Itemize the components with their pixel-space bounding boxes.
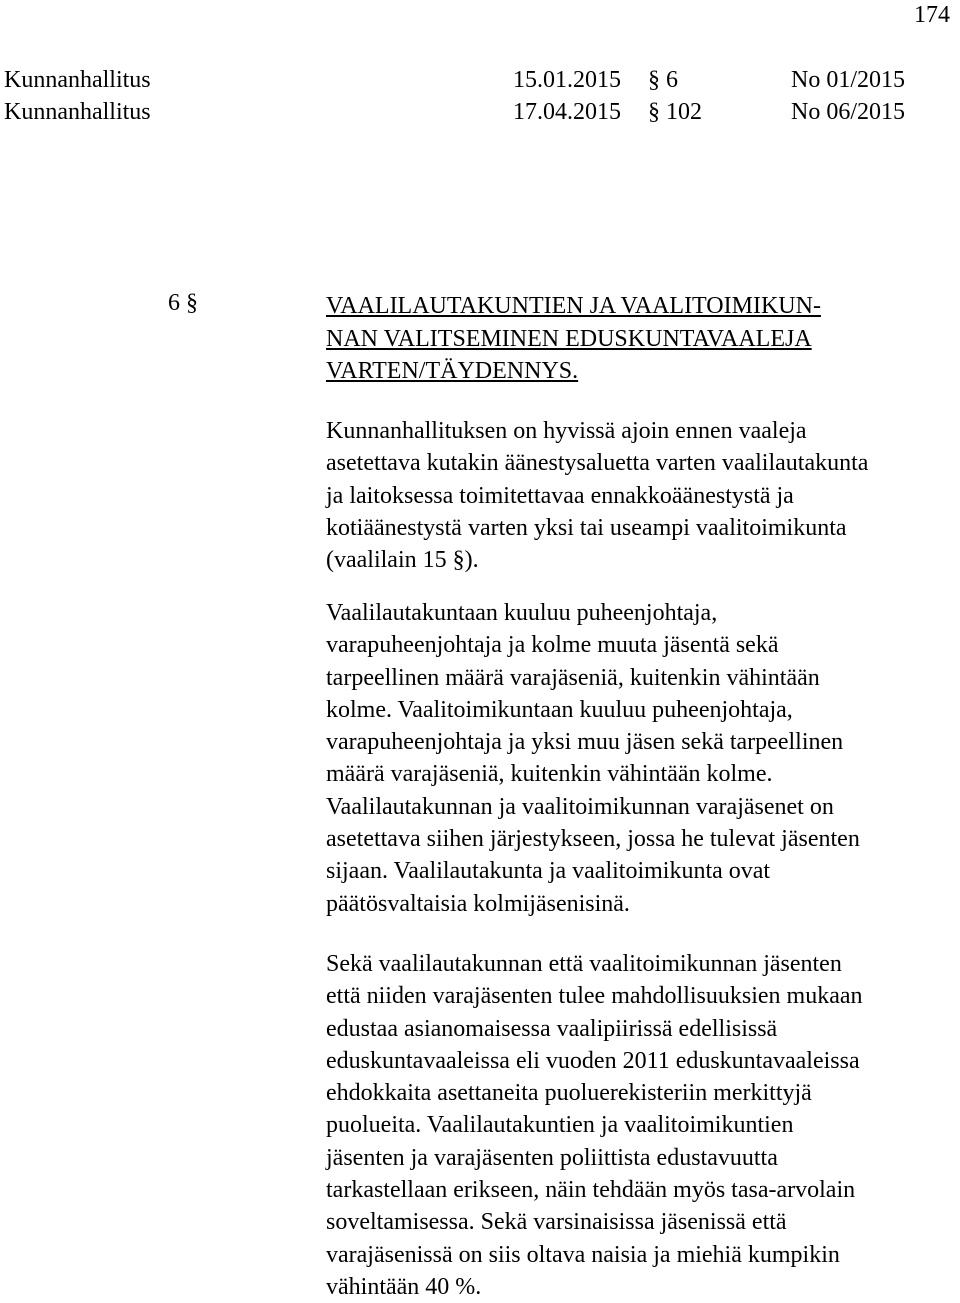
- section-title-line: VAALILAUTAKUNTIEN JA VAALITOIMIKUN-: [326, 293, 821, 319]
- header-body-name: Kunnanhallitus: [4, 99, 151, 125]
- paragraph-line: jäsenten ja varajäsenten poliittista edustavuutta: [326, 1144, 778, 1171]
- paragraph-line: määrä varajäseniä, kuitenkin vähintään kolme.: [326, 761, 773, 788]
- paragraph-line: asetettava kutakin äänestysaluetta varten vaalilautakunta: [326, 450, 869, 477]
- paragraph-line: päätösvaltaisia kolmijäsenisinä.: [326, 890, 630, 917]
- page-number: 174: [914, 2, 950, 28]
- header-paragraph: § 6: [648, 67, 678, 93]
- paragraph-line: tarkastellaan erikseen, näin tehdään myös tasa-arvolain: [326, 1177, 856, 1204]
- paragraph-line: varapuheenjohtaja ja kolme muuta jäsentä sekä: [326, 632, 779, 659]
- paragraph-line: Sekä vaalilautakunnan että vaalitoimikunnan jäsenten: [326, 951, 842, 977]
- paragraph-line: ja laitoksessa toimitettavaa ennakkoäänestystä ja: [326, 482, 794, 509]
- header-minutes-number: No 06/2015: [791, 99, 905, 125]
- header-paragraph: § 102: [648, 99, 702, 125]
- header-row: [4, 67, 944, 97]
- paragraph-line: kolme. Vaalitoimikuntaan kuuluu puheenjohtaja,: [326, 696, 793, 723]
- paragraph-line: kotiäänestystä varten yksi tai useampi vaalitoimikunta: [326, 514, 847, 541]
- paragraph-line: varajäsenissä on siis oltava naisia ja miehiä kumpikin: [326, 1241, 840, 1268]
- paragraph-line: edustaa asianomaisessa vaalipiirissä edellisissä: [326, 1015, 778, 1042]
- paragraph-line: Vaalilautakunnan ja vaalitoimikunnan varajäsenet on: [326, 793, 834, 820]
- section-title: [326, 290, 946, 388]
- paragraph-line: tarpeellinen määrä varajäseniä, kuitenkin vähintään: [326, 664, 820, 691]
- body-paragraph: [326, 948, 951, 1303]
- paragraph-line: varapuheenjohtaja ja yksi muu jäsen sekä tarpeellinen: [326, 729, 844, 756]
- header-minutes-number: No 01/2015: [791, 67, 905, 93]
- paragraph-line: (vaalilain 15 §).: [326, 547, 479, 574]
- section-title-line: VARTEN/TÄYDENNYS.: [326, 358, 579, 384]
- paragraph-line: puolueita. Vaalilautakuntien ja vaalitoimikuntien: [326, 1112, 794, 1139]
- paragraph-line: ehdokkaita asettaneita puoluerekisteriin merkittyjä: [326, 1080, 812, 1107]
- paragraph-line: soveltamisessa. Sekä varsinaisissa jäsenissä että: [326, 1209, 787, 1236]
- body-paragraph: [326, 597, 951, 920]
- header-row: [4, 99, 944, 129]
- body-paragraph: [326, 415, 951, 576]
- paragraph-line: vähintään 40 %.: [326, 1273, 482, 1300]
- header-date: 15.01.2015: [513, 67, 621, 93]
- section-number: 6 §: [168, 290, 198, 316]
- section-title-line: NAN VALITSEMINEN EDUSKUNTAVAALEJA: [326, 325, 812, 352]
- header-date: 17.04.2015: [513, 99, 621, 125]
- paragraph-line: että niiden varajäsenten tulee mahdollisuuksien mukaan: [326, 983, 863, 1010]
- header-body-name: Kunnanhallitus: [4, 67, 151, 93]
- paragraph-line: eduskuntavaaleissa eli vuoden 2011 eduskuntavaaleissa: [326, 1047, 860, 1074]
- paragraph-line: asetettava siihen järjestykseen, jossa he tulevat jäsenten: [326, 826, 860, 853]
- paragraph-line: sijaan. Vaalilautakunta ja vaalitoimikunta ovat: [326, 858, 771, 885]
- paragraph-line: Vaalilautakuntaan kuuluu puheenjohtaja,: [326, 600, 718, 626]
- paragraph-line: Kunnanhallituksen on hyvissä ajoin ennen vaaleja: [326, 418, 807, 444]
